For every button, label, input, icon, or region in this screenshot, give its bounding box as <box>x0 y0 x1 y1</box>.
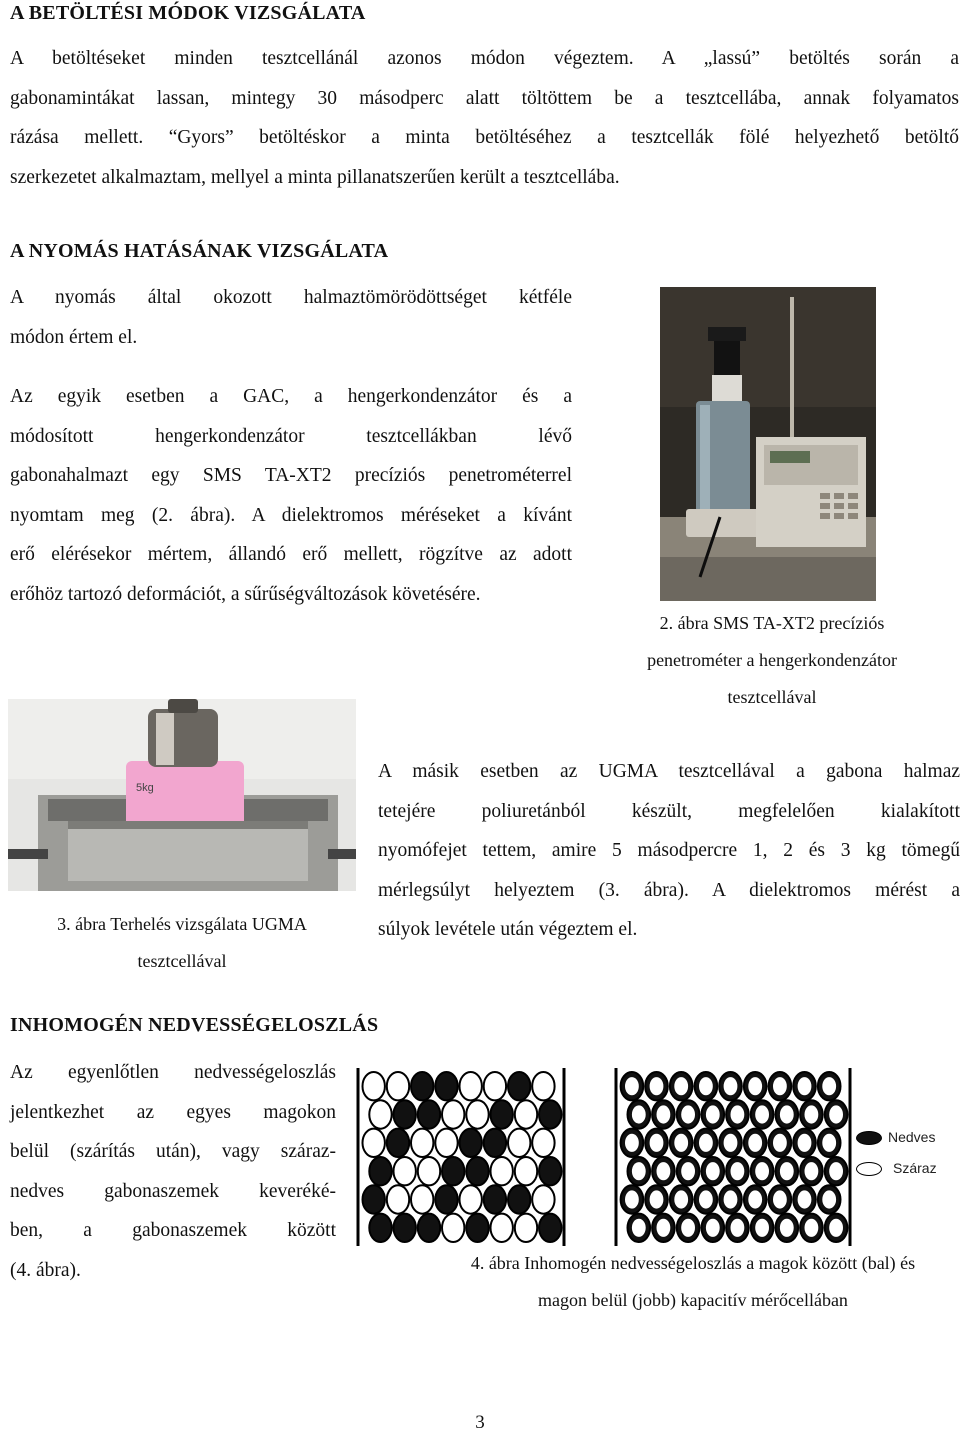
text-line: gabonahalmazt egy SMS TA-XT2 precíziós penetrométerrel <box>10 465 572 486</box>
grain-dry-core <box>805 1105 819 1123</box>
text-line: nedves gabonaszemek keveréké- <box>10 1180 336 1202</box>
grain-dry-core <box>748 1077 762 1095</box>
grain-dry-core <box>657 1219 671 1237</box>
grain <box>394 1100 416 1128</box>
text-line: jelentkezhet az egyes magokon <box>10 1101 336 1123</box>
grain-dry-core <box>822 1190 836 1208</box>
grain-dry-core <box>625 1134 639 1152</box>
paragraph-moisture <box>10 1053 336 1290</box>
grain <box>387 1129 409 1157</box>
grain <box>508 1185 530 1213</box>
grain <box>532 1185 554 1213</box>
grain-dry-core <box>780 1105 794 1123</box>
grain <box>466 1157 488 1185</box>
caption-line: magon belül (jobb) kapacitív mérőcellában <box>538 1290 848 1310</box>
grain-dry-core <box>731 1162 745 1180</box>
text-line: Az egyenlőtlen nedvességeloszlás <box>10 1062 336 1083</box>
grain-dry-core <box>798 1077 812 1095</box>
grain-dry-core <box>699 1077 713 1095</box>
grain <box>369 1157 391 1185</box>
grain-dry-core <box>681 1219 695 1237</box>
text-line: belül (szárítás után), vagy száraz- <box>10 1141 336 1162</box>
grain-dry-core <box>625 1190 639 1208</box>
grain-dry-core <box>798 1134 812 1152</box>
text-line: módosított hengerkondenzátor tesztcellákban lévő <box>10 425 572 447</box>
heading-moisture: INHOMOGÉN NEDVESSÉGELOSZLÁS <box>10 1014 379 1036</box>
grain-dry-core <box>748 1134 762 1152</box>
grain-dry-core <box>650 1077 664 1095</box>
grain-dry-core <box>780 1162 794 1180</box>
paragraph-pressure-intro <box>10 278 572 357</box>
heading-loading: A BETÖLTÉSI MÓDOK VIZSGÁLATA <box>10 2 366 24</box>
grain-dry-core <box>681 1105 695 1123</box>
grain <box>515 1100 537 1128</box>
grain-dry-core <box>650 1190 664 1208</box>
text-line: tetejére poliuretánból készült, megfelelően kialakított <box>378 800 960 822</box>
grain-dry-core <box>706 1219 720 1237</box>
text-line: Az egyik esetben a GAC, a hengerkondenzátor és a <box>10 386 572 407</box>
grain-dry-core <box>699 1190 713 1208</box>
grain <box>411 1129 433 1157</box>
page-number: 3 <box>475 1412 485 1433</box>
grain <box>532 1129 554 1157</box>
grain-dry-core <box>755 1105 769 1123</box>
grain-dry-core <box>822 1077 836 1095</box>
text-line: súlyok levétele után végeztem el. <box>378 919 638 940</box>
grain-dry-core <box>724 1134 738 1152</box>
text-line: nyomtam meg (2. ábra). A dielektromos méréseket a kívánt <box>10 504 572 526</box>
grain-dry-core <box>632 1105 646 1123</box>
grain <box>532 1072 554 1100</box>
caption-line: 3. ábra Terhelés vizsgálata UGMA <box>57 914 307 934</box>
legend-dry-label: Száraz <box>893 1160 937 1176</box>
grain <box>369 1100 391 1128</box>
grain <box>435 1072 457 1100</box>
grain-dry-core <box>632 1219 646 1237</box>
grain <box>515 1214 537 1242</box>
grain-dry-core <box>773 1134 787 1152</box>
grain <box>515 1157 537 1185</box>
grain-dry-core <box>674 1190 688 1208</box>
text-line: gabonamintákat lassan, mintegy 30 másodperc alatt töltöttem be a tesztcellába, annak folyamatos <box>10 87 959 109</box>
penetrometer-photo <box>660 287 876 601</box>
wet-grain-legend-icon <box>856 1131 882 1145</box>
grain-dry-core <box>805 1219 819 1237</box>
grain <box>539 1214 561 1242</box>
text-line: A nyomás által okozott halmaztömörödöttséget kétféle <box>10 287 572 308</box>
caption-line: tesztcellával <box>137 951 227 971</box>
grain-dry-core <box>773 1077 787 1095</box>
grain <box>484 1129 506 1157</box>
grain <box>491 1100 513 1128</box>
grain <box>435 1185 457 1213</box>
grain-dry-core <box>798 1190 812 1208</box>
grain-dry-core <box>822 1134 836 1152</box>
grain <box>363 1185 385 1213</box>
grain-dry-core <box>674 1134 688 1152</box>
caption-line: 2. ábra SMS TA-XT2 precíziós <box>659 613 885 633</box>
grain <box>466 1214 488 1242</box>
grain-dry-core <box>805 1162 819 1180</box>
paragraph-loading <box>10 39 959 197</box>
text-line: erő elérésekor mértem, állandó erő mellett, rögzítve az adott <box>10 544 572 565</box>
grain-dry-core <box>748 1190 762 1208</box>
ugma-weight-photo <box>8 699 356 891</box>
grain-dry-core <box>755 1162 769 1180</box>
grain <box>369 1214 391 1242</box>
grain-dry-core <box>657 1105 671 1123</box>
heading-pressure: A NYOMÁS HATÁSÁNAK VIZSGÁLATA <box>10 240 389 262</box>
grain-dry-core <box>650 1134 664 1152</box>
grain-dry-core <box>731 1219 745 1237</box>
text-line: rázása mellett. “Gyors” betöltéskor a minta betöltéséhez a tesztcellák fölé helyezhető betöltő <box>10 127 959 148</box>
grain <box>539 1157 561 1185</box>
grain-dry-core <box>773 1190 787 1208</box>
grain-dry-core <box>632 1162 646 1180</box>
text-line: nyomófejet tettem, amire 5 másodpercre 1, 2 és 3 kg tömegű <box>378 840 960 861</box>
foam-label: 5kg <box>136 782 154 794</box>
text-line: A másik esetben az UGMA tesztcellával a gabona halmaz <box>378 761 960 782</box>
caption-figure-3 <box>10 906 354 980</box>
caption-figure-2 <box>612 605 932 716</box>
grain-dry-core <box>681 1162 695 1180</box>
grain-dry-core <box>625 1077 639 1095</box>
grain-dry-core <box>829 1105 843 1123</box>
text-line: módon értem el. <box>10 326 138 348</box>
caption-line: penetrométer a hengerkondenzátor <box>647 650 897 670</box>
grain <box>394 1157 416 1185</box>
grain-dry-core <box>731 1105 745 1123</box>
grain <box>363 1072 385 1100</box>
grain-mix-diagram <box>356 1068 566 1246</box>
grain-dry-core <box>780 1219 794 1237</box>
grain-dry-core <box>699 1134 713 1152</box>
text-line: erőhöz tartozó deformációt, a sűrűségváltozások követésére. <box>10 583 481 605</box>
grain <box>387 1185 409 1213</box>
grain <box>539 1100 561 1128</box>
grain <box>508 1072 530 1100</box>
grain-dry-core <box>706 1105 720 1123</box>
grain <box>442 1100 464 1128</box>
grain <box>442 1157 464 1185</box>
grain-dry-core <box>829 1162 843 1180</box>
grain <box>394 1214 416 1242</box>
paragraph-pressure-case2 <box>378 752 960 950</box>
text-line: mérlegsúlyt helyeztem (3. ábra). A dielektromos mérést a <box>378 879 960 901</box>
caption-line: tesztcellával <box>727 687 817 707</box>
grain <box>418 1214 440 1242</box>
grain <box>491 1214 513 1242</box>
grain-dry-core <box>706 1162 720 1180</box>
caption-line: 4. ábra Inhomogén nedvességeloszlás a magok között (bal) és <box>470 1253 916 1273</box>
grain <box>387 1072 409 1100</box>
grain <box>491 1157 513 1185</box>
grain <box>460 1072 482 1100</box>
grain-internal-moisture-diagram <box>614 1068 852 1246</box>
grain-dry-core <box>755 1219 769 1237</box>
grain <box>435 1129 457 1157</box>
grain <box>418 1157 440 1185</box>
text-line: (4. ábra). <box>10 1259 81 1281</box>
grain-dry-core <box>829 1219 843 1237</box>
text-line: A betöltéseket minden tesztcellánál azonos módon végeztem. A „lassú” betöltés során a <box>10 48 959 69</box>
paragraph-pressure-case1 <box>10 377 572 614</box>
grain <box>442 1214 464 1242</box>
grain <box>363 1129 385 1157</box>
dry-grain-legend-icon <box>856 1162 882 1176</box>
grain <box>460 1129 482 1157</box>
grain <box>466 1100 488 1128</box>
grain-dry-core <box>657 1162 671 1180</box>
grain-dry-core <box>724 1077 738 1095</box>
grain-dry-core <box>674 1077 688 1095</box>
grain <box>460 1185 482 1213</box>
legend-wet-label: Nedves <box>888 1129 936 1145</box>
text-line: ben, a gabonaszemek között <box>10 1220 336 1241</box>
text-line: szerkezetet alkalmaztam, mellyel a minta pillanatszerűen került a tesztcellába. <box>10 166 620 188</box>
grain <box>508 1129 530 1157</box>
grain-dry-core <box>724 1190 738 1208</box>
grain <box>484 1185 506 1213</box>
grain <box>484 1072 506 1100</box>
caption-figure-4 <box>410 1245 960 1319</box>
grain <box>411 1185 433 1213</box>
grain <box>411 1072 433 1100</box>
grain <box>418 1100 440 1128</box>
